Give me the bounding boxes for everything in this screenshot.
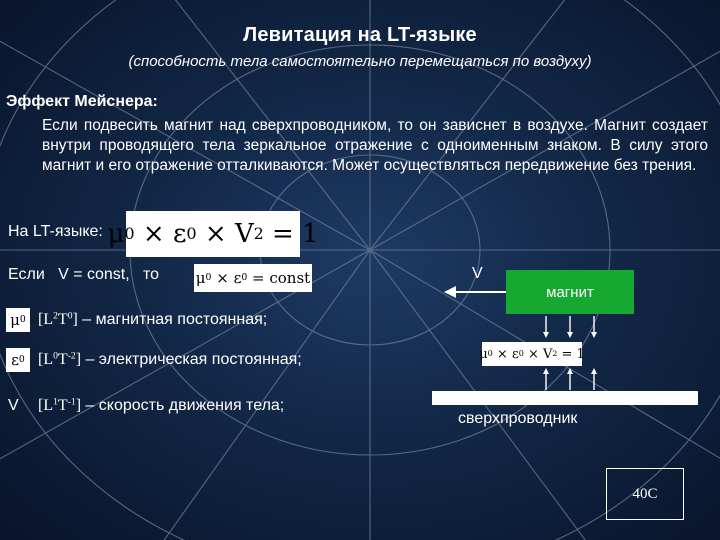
velocity-label: V xyxy=(472,265,483,282)
slide-number-box xyxy=(606,468,684,520)
superconductor-bar xyxy=(432,391,698,405)
slide-number: 40C xyxy=(632,485,658,502)
lower-field-arrows xyxy=(543,368,597,390)
symbol-eps0: ε 0 xyxy=(6,348,30,372)
definition-mu0: $[L^2T^0]$ – магнитная постоянная; xyxy=(38,310,268,328)
definition-eps0: $[L^0T^{-2}]$ – электрическая постоянная; xyxy=(38,350,302,368)
symbol-v: V xyxy=(8,397,19,414)
upper-field-arrows xyxy=(543,316,597,338)
magnet-block xyxy=(506,270,634,314)
formula-const: μ 0 × ε 0 = const xyxy=(194,264,312,292)
effect-label: Эффект Мейснера: xyxy=(6,93,158,110)
formula-diagram: μ 0 × ε 0 × V 2 = 1 xyxy=(482,342,582,366)
lt-label: На LT-языке: xyxy=(8,223,103,240)
formula-main: μ 0 × ε 0 × V 2 = 1 xyxy=(126,211,300,257)
definition-v: $[L^1T^{-1}]$ – скорость движения тела; xyxy=(38,396,285,414)
velocity-arrow xyxy=(444,286,506,298)
symbol-mu0: μ 0 xyxy=(6,308,30,332)
slide-title: Левитация на LT-языке xyxy=(243,24,477,46)
slide-subtitle: (способность тела самостоятельно перемещаться по воздуху) xyxy=(128,53,592,70)
superconductor-label: сверхпроводник xyxy=(458,410,578,427)
meissner-paragraph: Если подвесить магнит над сверхпроводником, то он зависнет в воздухе. Магнит создает внутри проводящего тела зеркальное отражение с одноименным знаком. В силу этого магнит и его отражение отталкиваются. Может осуществляться передвижение без трения. xyxy=(42,117,708,174)
condition-text: Если V = const, то xyxy=(8,266,160,283)
magnet-label: магнит xyxy=(546,283,594,301)
